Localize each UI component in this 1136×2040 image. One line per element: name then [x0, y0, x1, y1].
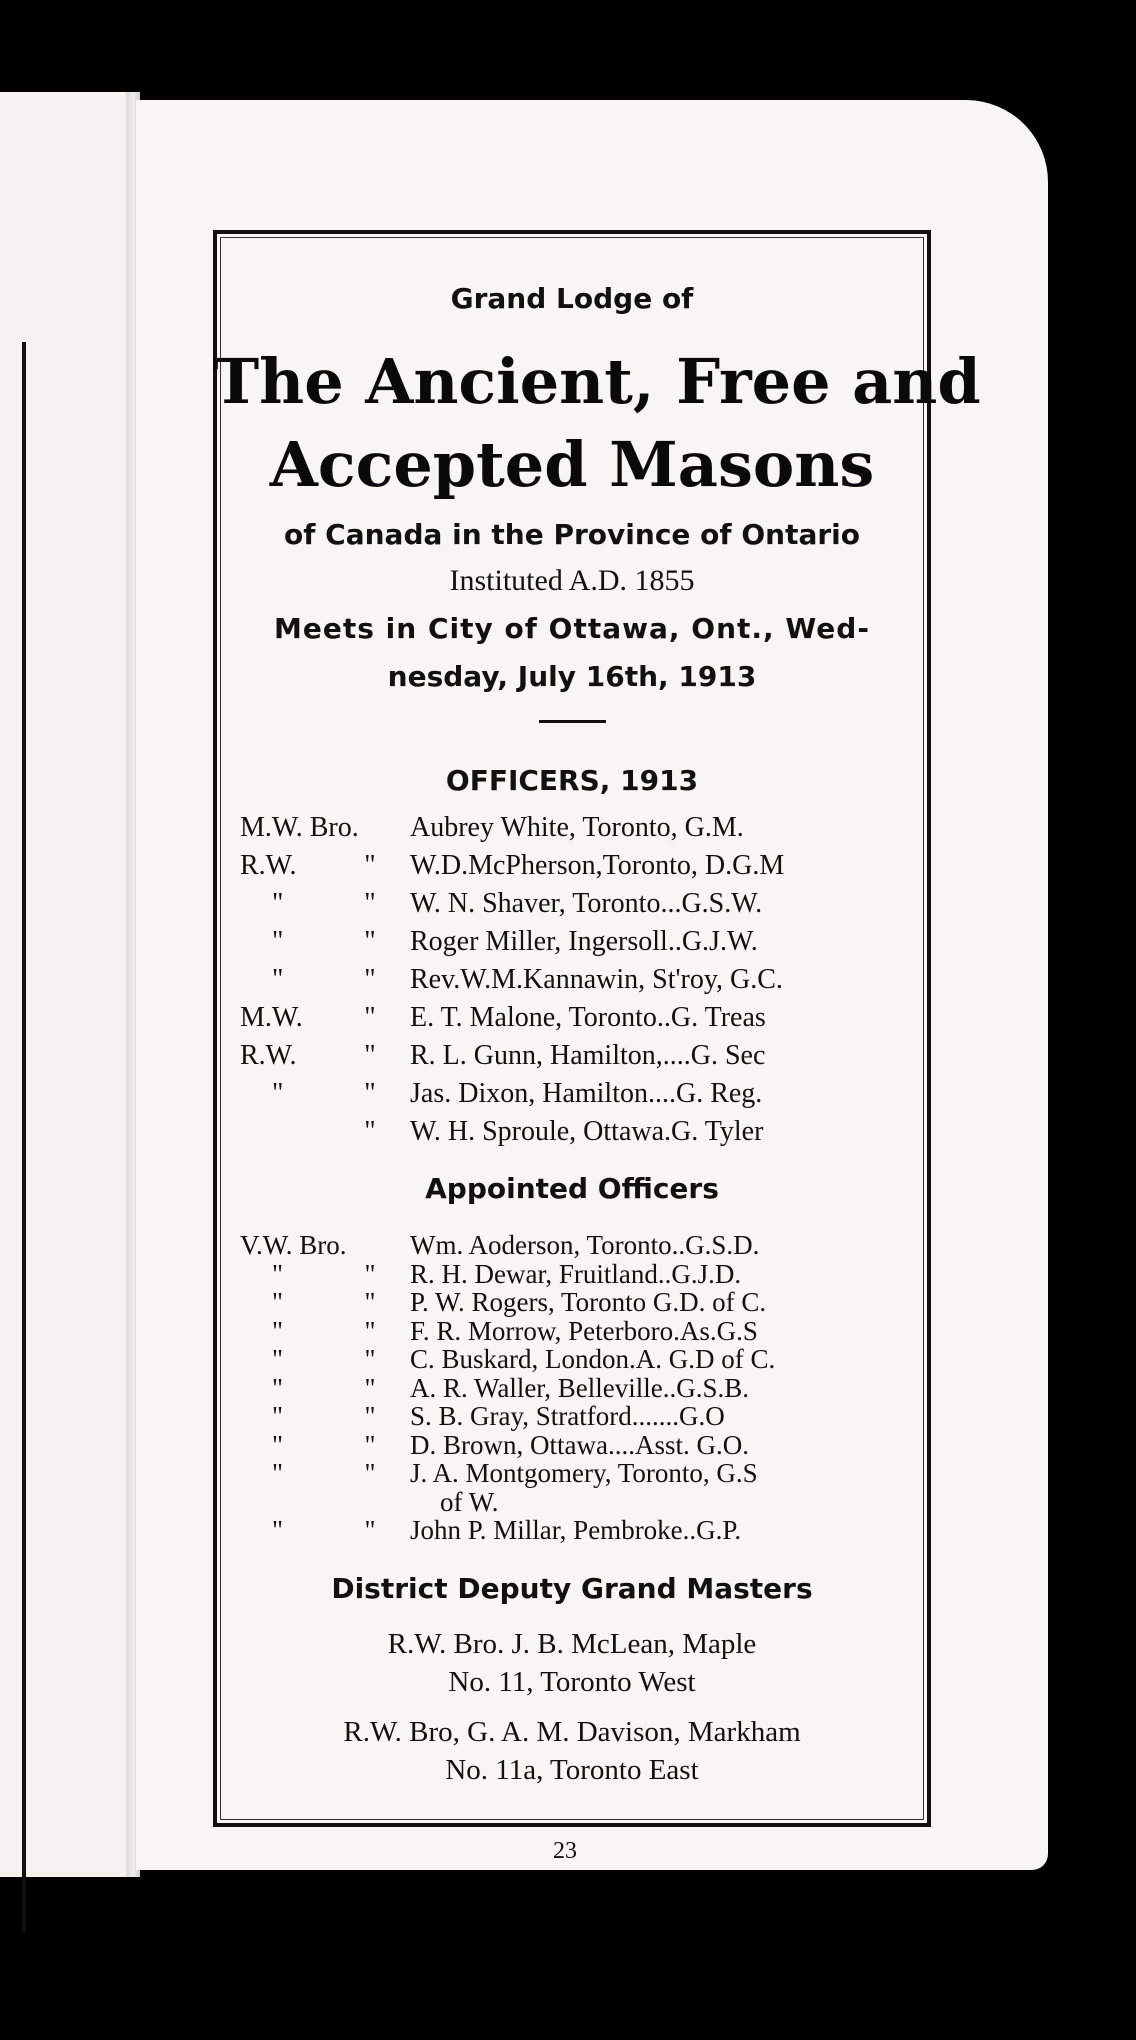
officer-name: Aubrey White, Toronto, G.M.: [410, 812, 744, 843]
officer-row: [240, 812, 910, 850]
ditto-mark: ": [364, 964, 376, 995]
officer-name: J. A. Montgomery, Toronto, G.S: [410, 1458, 758, 1488]
ditto-mark: ": [364, 1315, 376, 1346]
officer-rank: R.W.: [240, 850, 297, 881]
district-heading: District Deputy Grand Masters: [331, 1572, 813, 1605]
officer-row: [240, 1040, 910, 1078]
officer-rank: ": [272, 1515, 284, 1545]
ditto-mark: ": [364, 1344, 376, 1374]
officer-name: R. H. Dewar, Fruitland..G.J.D.: [410, 1258, 742, 1289]
ditto-mark: ": [364, 1040, 376, 1071]
grand-lodge-label: Grand Lodge of: [450, 282, 694, 315]
officer-rank: ": [272, 1372, 284, 1403]
district-entry-1-line-2: No. 11, Toronto West: [448, 1666, 696, 1698]
officer-row: [240, 888, 910, 926]
officer-name: F. R. Morrow, Peterboro.As.G.S: [410, 1315, 758, 1346]
officer-rank: V.W. Bro.: [240, 1230, 347, 1260]
officer-row: [240, 1002, 910, 1040]
officer-rank: ": [272, 1344, 284, 1374]
ditto-mark: ": [364, 1458, 376, 1488]
title-line-1: The Ancient, Free and: [213, 345, 981, 418]
officer-name: Wm. Aoderson, Toronto..G.S.D.: [410, 1230, 760, 1260]
officer-row: [240, 1078, 910, 1116]
officer-name: A. R. Waller, Belleville..G.S.B.: [410, 1372, 749, 1403]
officer-rank: ": [272, 1287, 284, 1317]
province-line: of Canada in the Province of Ontario: [284, 518, 860, 551]
officer-name: P. W. Rogers, Toronto G.D. of C.: [410, 1287, 767, 1317]
ditto-mark: ": [364, 1372, 376, 1403]
officer-name: Jas. Dixon, Hamilton....G. Reg.: [410, 1078, 763, 1109]
ditto-mark: ": [364, 1258, 376, 1289]
officer-rank: M.W. Bro.: [240, 812, 359, 843]
officer-rank: ": [272, 926, 284, 957]
divider-rule: [539, 720, 606, 723]
ditto-mark: ": [364, 850, 376, 881]
officers-heading: OFFICERS, 1913: [445, 764, 699, 797]
officer-rank: ": [272, 1078, 284, 1109]
appointed-heading: Appointed Officers: [425, 1172, 719, 1205]
left-page: [0, 92, 136, 1877]
ditto-mark: ": [364, 1429, 376, 1460]
meets-line-1: Meets in City of Ottawa, Ont., Wed-: [274, 612, 870, 645]
officer-name: E. T. Malone, Toronto..G. Treas: [410, 1002, 766, 1033]
officer-row: [240, 926, 910, 964]
officer-name: of W.: [440, 1486, 499, 1517]
officer-name: W. N. Shaver, Toronto...G.S.W.: [410, 888, 763, 919]
title-line-2: Accepted Masons: [269, 428, 875, 501]
left-page-frame: [0, 342, 26, 1932]
officer-rank: ": [272, 1429, 284, 1460]
officer-name: C. Buskard, London.A. G.D of C.: [410, 1344, 776, 1374]
meets-line-2: nesday, July 16th, 1913: [387, 660, 757, 693]
ditto-mark: ": [364, 1515, 376, 1545]
page-number: 23: [553, 1838, 577, 1864]
officer-rank: ": [272, 1458, 284, 1488]
ditto-mark: ": [364, 926, 376, 957]
officer-row: [240, 850, 910, 888]
officer-name: W. H. Sproule, Ottawa.G. Tyler: [410, 1116, 764, 1147]
ditto-mark: ": [364, 888, 376, 919]
officer-rank: M.W.: [240, 1002, 303, 1033]
officer-rank: R.W.: [240, 1040, 297, 1071]
ditto-mark: ": [364, 1287, 376, 1317]
officer-name: Rev.W.M.Kannawin, St'roy, G.C.: [410, 964, 783, 995]
officer-name: S. B. Gray, Stratford.......G.O: [410, 1401, 725, 1431]
officer-rank: ": [272, 964, 284, 995]
officer-name: D. Brown, Ottawa....Asst. G.O.: [410, 1429, 749, 1460]
district-entry-2-line-2: No. 11a, Toronto East: [445, 1754, 699, 1786]
officer-rank: ": [272, 888, 284, 919]
ditto-mark: ": [364, 1002, 376, 1033]
officer-row: [240, 1116, 910, 1154]
officer-name: John P. Millar, Pembroke..G.P.: [410, 1515, 742, 1545]
officer-rank: ": [272, 1258, 284, 1289]
officer-rank: ": [272, 1401, 284, 1431]
ditto-mark: ": [364, 1401, 376, 1431]
instituted-line: Instituted A.D. 1855: [449, 564, 695, 597]
district-entry-2-line-1: R.W. Bro, G. A. M. Davison, Markham: [343, 1716, 801, 1748]
officer-name: R. L. Gunn, Hamilton,....G. Sec: [410, 1040, 766, 1071]
officer-name: W.D.McPherson,Toronto, D.G.M: [410, 850, 785, 881]
officer-row: [240, 964, 910, 1002]
district-entry-1-line-1: R.W. Bro. J. B. McLean, Maple: [387, 1628, 757, 1660]
ditto-mark: ": [364, 1116, 376, 1147]
officer-name: Roger Miller, Ingersoll..G.J.W.: [410, 926, 758, 957]
ditto-mark: ": [364, 1078, 376, 1109]
officer-rank: ": [272, 1315, 284, 1346]
officer-row: [240, 1515, 910, 1553]
